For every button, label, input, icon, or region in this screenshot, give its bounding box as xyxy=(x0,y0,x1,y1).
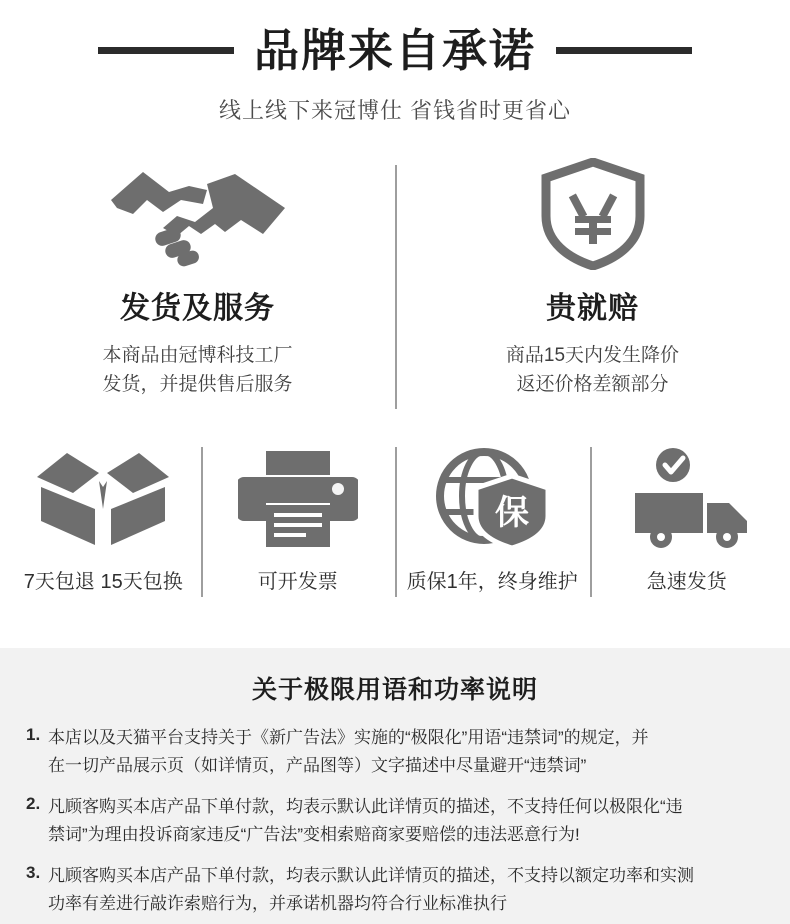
promise-title: 发货及服务 xyxy=(120,291,275,325)
service-item-invoice xyxy=(201,439,396,637)
service-label: 7天包退 15天包换 xyxy=(23,570,183,593)
service-label: 可开发票 xyxy=(257,570,338,593)
notice-number: 2. xyxy=(26,794,41,814)
page-subtitle: 线上线下来冠博仕 省钱省时更省心 xyxy=(218,97,572,123)
title-rule-left xyxy=(98,47,234,54)
promise-desc xyxy=(102,341,292,400)
svg-text:保: 保 xyxy=(495,493,530,532)
notice-text-line2: 禁词”为理由投诉商家违反“广告法”变相索赔商家要赔偿的违法恶意行为! xyxy=(48,824,580,844)
notice-text-line2: 在一切产品展示页（如详情页，产品图等）文字描述中尽量避开“违禁词” xyxy=(48,755,587,775)
notice-text xyxy=(48,724,649,779)
handshake-icon xyxy=(103,159,293,269)
notice-item xyxy=(26,793,764,848)
column-divider xyxy=(395,165,397,409)
promise-desc-line1: 本商品由冠博科技工厂 xyxy=(102,344,293,366)
notice-number: 3. xyxy=(26,863,41,883)
service-item-return xyxy=(6,439,201,637)
notice-panel xyxy=(0,648,790,924)
promise-desc xyxy=(506,341,679,400)
promise-column-price-guarantee xyxy=(395,159,790,421)
promise-column-shipping xyxy=(0,159,395,421)
globe-warranty-icon xyxy=(430,439,554,559)
open-box-icon xyxy=(33,439,173,559)
promise-title: 贵就赔 xyxy=(546,291,639,325)
notice-text xyxy=(48,793,683,848)
promise-desc-line2: 发货，并提供售后服务 xyxy=(102,373,293,395)
service-item-warranty xyxy=(395,439,590,637)
page-header xyxy=(0,0,790,125)
notice-number: 1. xyxy=(26,725,41,744)
title-row xyxy=(0,26,790,76)
title-rule-right xyxy=(556,47,692,54)
notice-text-line2: 功率有差进行敲诈索赔行为，并承诺机器均符合行业标准执行 xyxy=(48,893,507,913)
page-title: 品牌来自承诺 xyxy=(253,25,536,76)
promise-columns xyxy=(0,159,790,421)
service-row xyxy=(0,439,790,637)
service-label: 质保1年，终身维护 xyxy=(406,570,578,593)
service-item-fast-shipping xyxy=(590,439,785,637)
notice-text-line1: 凡顾客购买本店产品下单付款，均表示默认此详情页的描述，不支持以额定功率和实测 xyxy=(48,866,694,886)
notice-text-line1: 凡顾客购买本店产品下单付款，均表示默认此详情页的描述，不支持任何以极限化“违 xyxy=(48,797,683,817)
service-label: 急速发货 xyxy=(646,570,727,593)
shield-yen-icon xyxy=(538,159,648,269)
promise-desc-line2: 返还价格差额部分 xyxy=(516,373,669,395)
notice-title: 关于极限用语和功率说明 xyxy=(251,676,538,704)
printer-icon xyxy=(238,439,358,559)
delivery-truck-icon xyxy=(617,439,757,559)
promise-desc-line1: 商品15天内发生降价 xyxy=(505,344,680,366)
notice-text-line1: 本店以及天猫平台支持关于《新广告法》实施的“极限化”用语“违禁词”的规定，并 xyxy=(48,728,649,747)
notice-text xyxy=(48,862,694,917)
notice-item xyxy=(26,724,764,779)
notice-item xyxy=(26,862,764,917)
